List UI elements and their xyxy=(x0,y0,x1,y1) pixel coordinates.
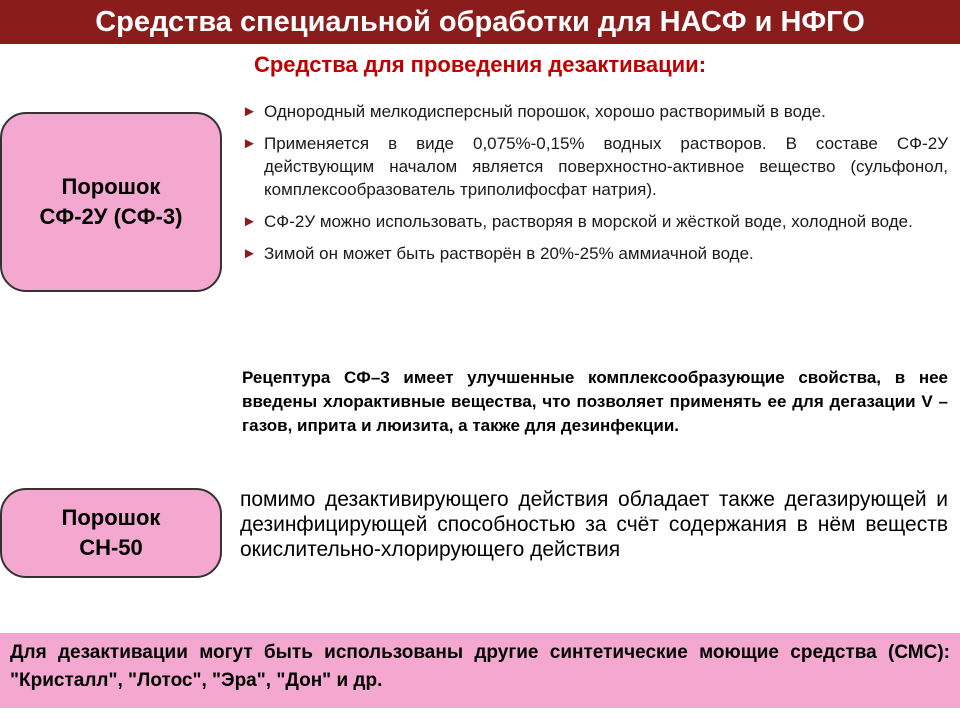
powder-sf2u-label-line1: Порошок xyxy=(61,174,161,199)
triangle-bullet-icon: ► xyxy=(242,103,257,120)
footer-note: Для дезактивации могут быть использованы другие синтетические моющие средства (СМС): "Кристалл", "Лотос", "Эра", "Дон" и др. xyxy=(0,632,960,708)
powder-cn50-label-line1: Порошок xyxy=(61,505,161,530)
cn50-description: помимо дезактивирующего действия обладает также дегазирующей и дезинфицирующей способностью за счёт содержания в нём веществ окислительно-хлорирующего действия xyxy=(240,488,948,561)
bullet-text: Однородный мелкодисперсный порошок, хорошо растворимый в воде. xyxy=(264,102,826,121)
list-item xyxy=(242,210,948,233)
powder-sf2u-label-line2: СФ-2У (СФ-3) xyxy=(39,204,183,229)
bullet-text: Применяется в виде 0,075%-0,15% водных растворов. В составе СФ-2У действующим началом является поверхностно-активное вещество (сульфонол, комплексообразователь триполифосфат натрия). xyxy=(264,134,948,199)
sf2u-bullet-list xyxy=(242,100,948,274)
list-item xyxy=(242,100,948,123)
sf3-recipe-note: Рецептура СФ–3 имеет улучшенные комплексообразующие свойства, в нее введены хлорактивные вещества, что позволяет применять ее для дегазации V – газов, иприта и люизита, а также для дезинфекции. xyxy=(242,368,948,435)
page-title: Средства специальной обработки для НАСФ и НФГО xyxy=(0,0,960,44)
powder-sf2u-box xyxy=(0,112,222,292)
list-item xyxy=(242,242,948,265)
triangle-bullet-icon: ► xyxy=(242,135,257,152)
triangle-bullet-icon: ► xyxy=(242,245,257,262)
triangle-bullet-icon: ► xyxy=(242,213,257,230)
list-item xyxy=(242,132,948,201)
powder-cn50-label-line2: СН-50 xyxy=(79,535,143,560)
bullet-text: Зимой он может быть растворён в 20%-25% аммиачной воде. xyxy=(264,244,754,263)
section-subtitle: Средства для проведения дезактивации: xyxy=(253,52,707,77)
bullet-text: СФ-2У можно использовать, растворяя в морской и жёсткой воде, холодной воде. xyxy=(264,212,913,231)
powder-cn50-box xyxy=(0,488,222,578)
